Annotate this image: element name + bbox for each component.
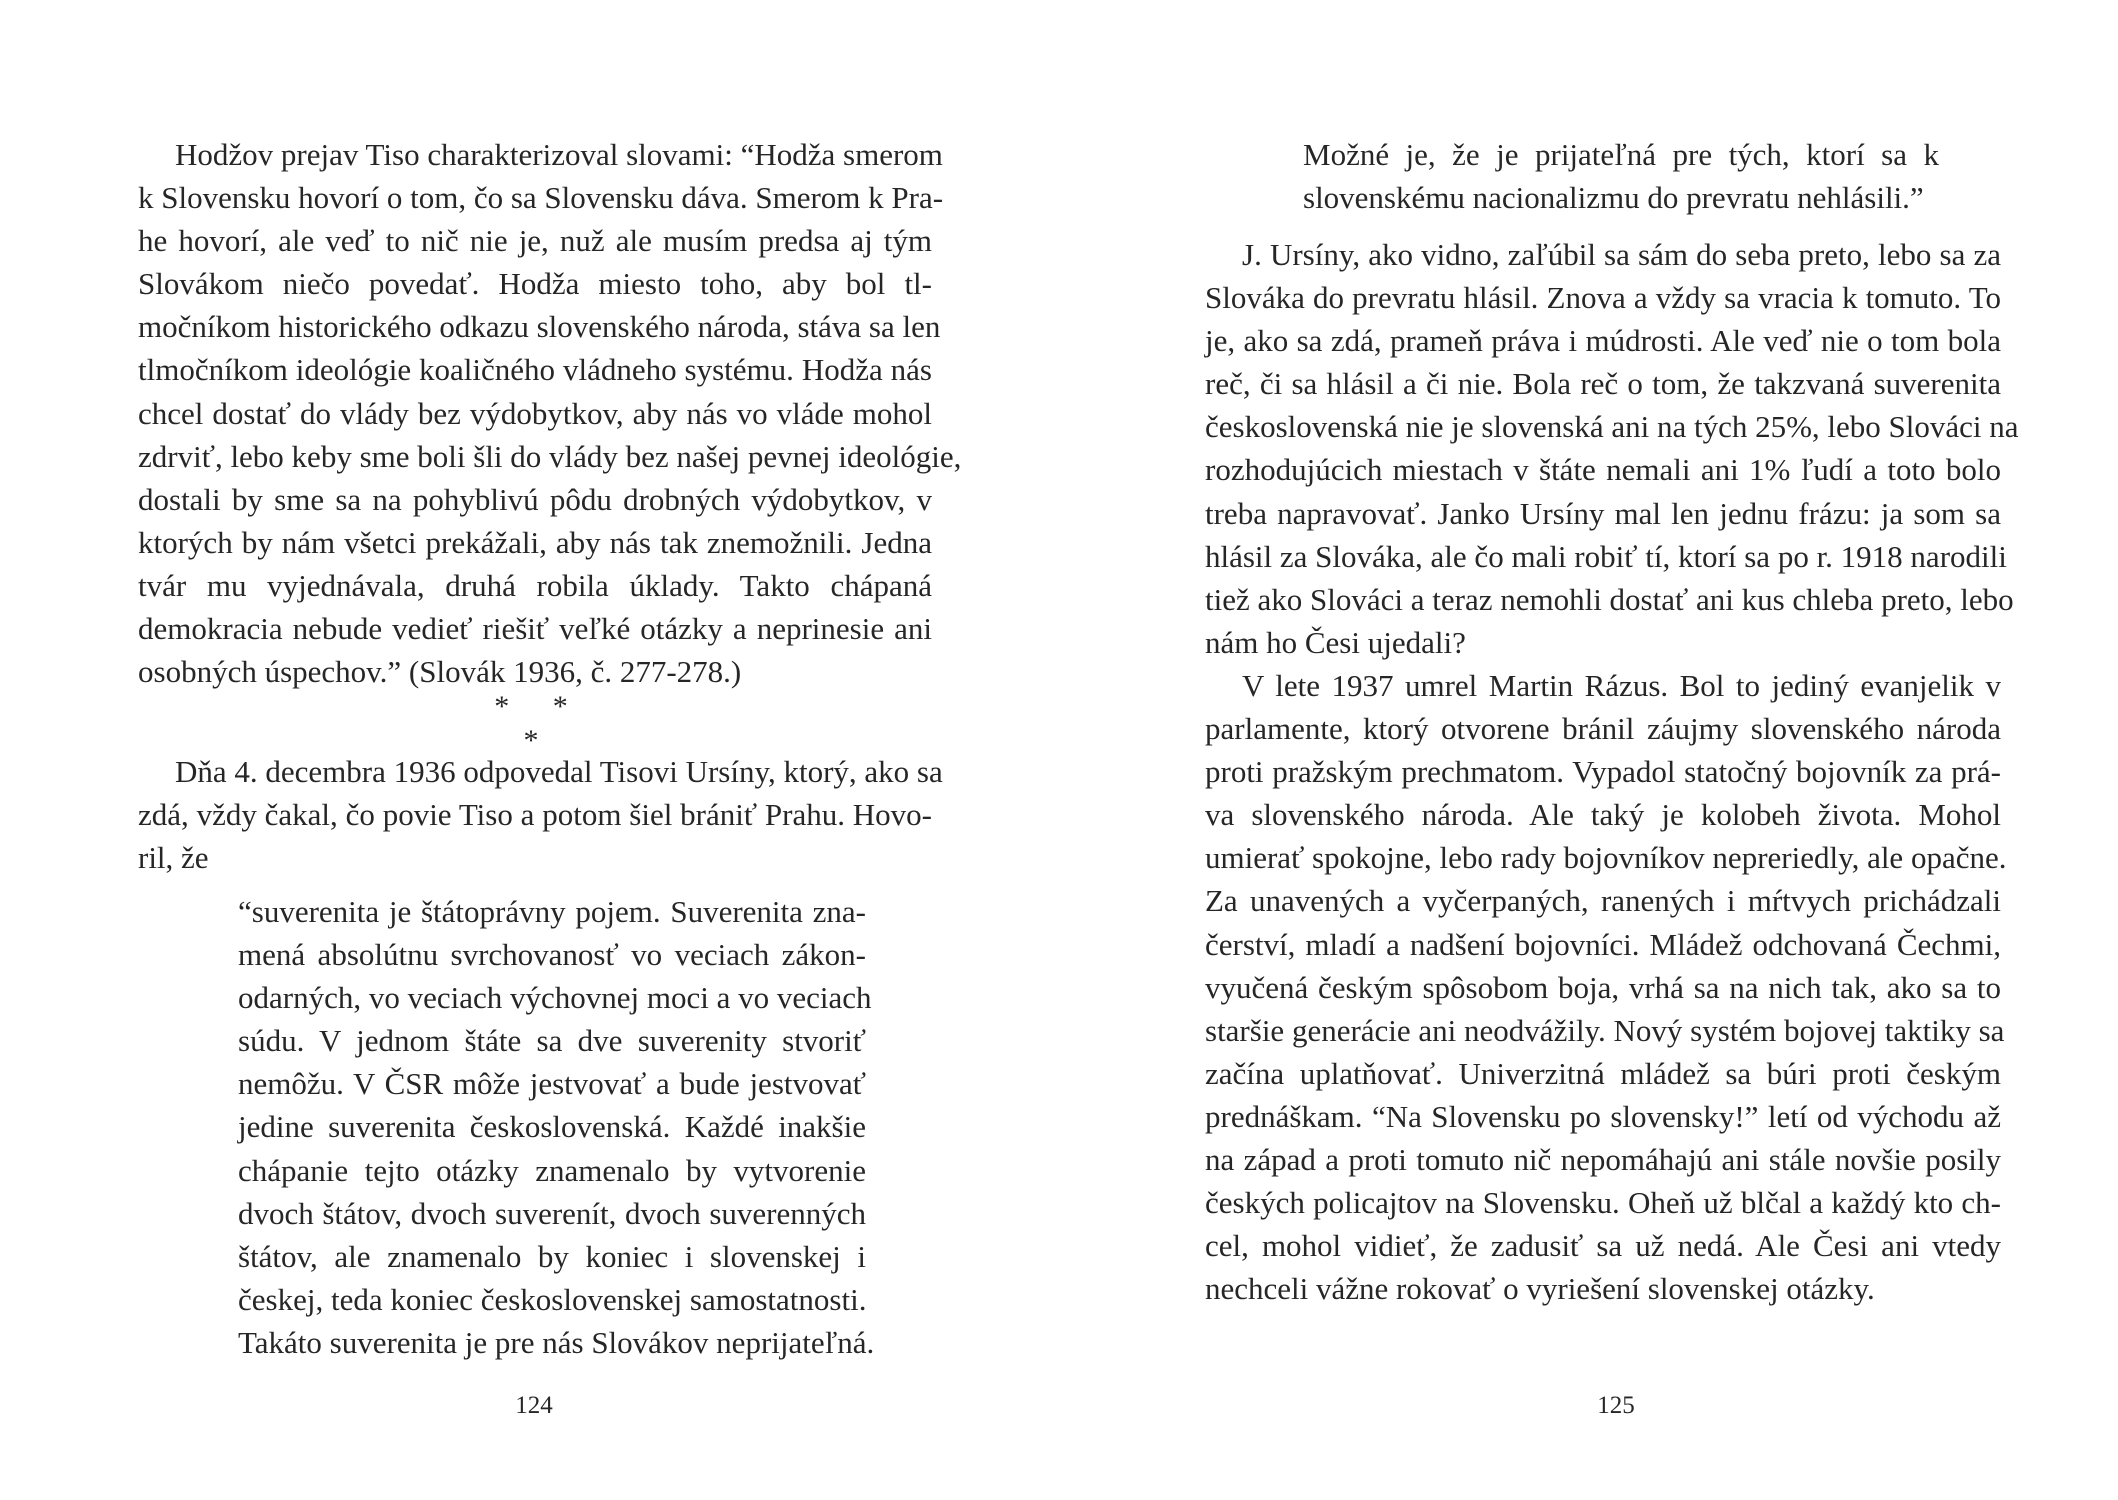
- text-line: ril, že: [138, 840, 209, 876]
- text-line: rozhodujúcich miestach v štáte nemali ani 1% ľudí a toto bolo: [1205, 452, 2001, 488]
- text-line: cel, mohol vidieť, že zadusiť sa už nedá. Ale Česi ani vtedy: [1205, 1228, 2001, 1264]
- text-line: mená absolútnu svrchovanosť vo veciach zákon-: [238, 937, 866, 973]
- text-line: začína uplatňovať. Univerzitná mládež sa búri proti českým: [1205, 1055, 2001, 1091]
- text-line: zdá, vždy čakal, čo povie Tiso a potom šiel brániť Prahu. Hovo-: [138, 797, 932, 833]
- text-line: československá nie je slovenská ani na tých 25%, lebo Slováci na: [1205, 409, 2019, 445]
- text-line: k Slovensku hovorí o tom, čo sa Slovensku dáva. Smerom k Pra-: [138, 180, 944, 216]
- text-line: tlmočníkom ideológie koaličného vládneho systému. Hodža nás: [138, 352, 932, 388]
- right-paragraph-2: [1205, 664, 2007, 1310]
- text-line: parlamente, ktorý otvorene bránil záujmy slovenského národa: [1205, 711, 2001, 747]
- text-line: dostali by sme sa na pohyblivú pôdu drobných výdobytkov, v: [138, 481, 932, 517]
- text-line: Takáto suverenita je pre nás Slovákov neprijateľná.: [238, 1324, 875, 1360]
- text-line: umierať spokojne, lebo rady bojovníkov nepreriedly, ale opačne.: [1205, 840, 2007, 876]
- text-line: Dňa 4. decembra 1936 odpovedal Tisovi Ursíny, ktorý, ako sa: [175, 754, 943, 789]
- text-line: nám ho Česi ujedali?: [1205, 624, 1466, 660]
- text-line: treba napravovať. Janko Ursíny mal len jednu frázu: ja som sa: [1205, 495, 2001, 531]
- text-line: “suverenita je štátoprávny pojem. Suverenita zna-: [238, 894, 866, 929]
- text-line: Slováka do prevratu hlásil. Znova a vždy sa vracia k tomuto. To: [1205, 280, 2001, 316]
- text-line: jedine suverenita československá. Každé inakšie: [238, 1109, 866, 1145]
- text-line: je, ako sa zdá, prameň práva i múdrosti. Ale veď nie o tom bola: [1205, 323, 2001, 359]
- text-line: na západ a proti tomuto nič nepomáhajú ani stále novšie posily: [1205, 1142, 2001, 1178]
- text-line: tiež ako Slováci a teraz nemohli dostať ani kus chleba preto, lebo: [1205, 581, 2014, 617]
- right-quote-continuation: [1303, 133, 1939, 219]
- left-paragraph-1: [138, 133, 962, 693]
- page-number-left: 124: [515, 1392, 553, 1419]
- page-number-right: 125: [1597, 1392, 1635, 1419]
- text-line: osobných úspechov.” (Slovák 1936, č. 277-278.): [138, 654, 742, 690]
- text-line: demokracia nebude vedieť riešiť veľké otázky a neprinesie ani: [138, 611, 932, 647]
- text-line: Slovákom niečo povedať. Hodža miesto toho, aby bol tl-: [138, 266, 932, 302]
- text-line: zdrviť, lebo keby sme boli šli do vlády bez našej pevnej ideológie,: [138, 438, 962, 474]
- text-line: staršie generácie ani neodvážily. Nový systém bojovej taktiky sa: [1205, 1012, 2005, 1048]
- text-line: Za unavených a vyčerpaných, ranených i mŕtvych prichádzali: [1205, 883, 2001, 919]
- right-paragraph-1: [1205, 233, 2019, 664]
- text-line: chcel dostať do vlády bez výdobytkov, aby nás vo vláde mohol: [138, 395, 932, 431]
- text-line: slovenskému nacionalizmu do prevratu nehlásili.”: [1303, 180, 1924, 216]
- text-line: reč, či sa hlásil a či nie. Bola reč o tom, že takzvaná suverenita: [1205, 366, 2001, 402]
- text-line: Hodžov prejav Tiso charakterizoval slovami: “Hodža smerom: [175, 137, 943, 172]
- left-block-quote: [238, 890, 875, 1364]
- text-line: odarných, vo veciach výchovnej moci a vo veciach: [238, 980, 872, 1016]
- text-line: prednáškam. “Na Slovensku po slovensky!” letí od východu až: [1205, 1098, 2001, 1134]
- section-separator: * * *: [494, 690, 586, 757]
- text-line: nechceli vážne rokovať o vyriešení slovenskej otázky.: [1205, 1271, 1875, 1307]
- text-line: čerství, mladí a nadšení bojovníci. Mládež odchovaná Čechmi,: [1205, 926, 2001, 962]
- text-line: va slovenského národa. Ale taký je kolobeh života. Mohol: [1205, 797, 2001, 833]
- right-page: [1059, 0, 2118, 1500]
- text-line: hlásil za Slováka, ale čo mali robiť tí, ktorí sa po r. 1918 narodili: [1205, 538, 2007, 574]
- text-line: štátov, ale znamenalo by koniec i slovenskej i: [238, 1238, 866, 1274]
- text-line: súdu. V jednom štáte sa dve suverenity stvoriť: [238, 1023, 866, 1059]
- text-line: českých policajtov na Slovensku. Oheň už blčal a každý kto ch-: [1205, 1185, 2001, 1221]
- text-line: českej, teda koniec československej samostatnosti.: [238, 1281, 867, 1317]
- text-line: proti pražským prechmatom. Vypadol statočný bojovník za prá-: [1205, 754, 2001, 790]
- text-line: tvár mu vyjednávala, druhá robila úklady. Takto chápaná: [138, 567, 932, 603]
- text-line: močníkom historického odkazu slovenského národa, stáva sa len: [138, 309, 941, 345]
- text-line: he hovorí, ale veď to nič nie je, nuž ale musím predsa aj tým: [138, 223, 932, 259]
- text-line: dvoch štátov, dvoch suverenít, dvoch suverenných: [238, 1195, 866, 1231]
- text-line: Možné je, že je prijateľná pre tých, ktorí sa k: [1303, 137, 1939, 172]
- text-line: J. Ursíny, ako vidno, zaľúbil sa sám do seba preto, lebo sa za: [1242, 237, 2001, 272]
- text-line: vyučená českým spôsobom boja, vrhá sa na nich tak, ako sa to: [1205, 969, 2001, 1005]
- text-line: chápanie tejto otázky znamenalo by vytvorenie: [238, 1152, 866, 1188]
- left-paragraph-2: [138, 750, 943, 879]
- text-line: V lete 1937 umrel Martin Rázus. Bol to jediný evanjelik v: [1242, 668, 2001, 703]
- text-line: ktorých by nám všetci prekážali, aby nás tak znemožnili. Jedna: [138, 524, 932, 560]
- text-line: nemôžu. V ČSR môže jestvovať a bude jestvovať: [238, 1066, 866, 1102]
